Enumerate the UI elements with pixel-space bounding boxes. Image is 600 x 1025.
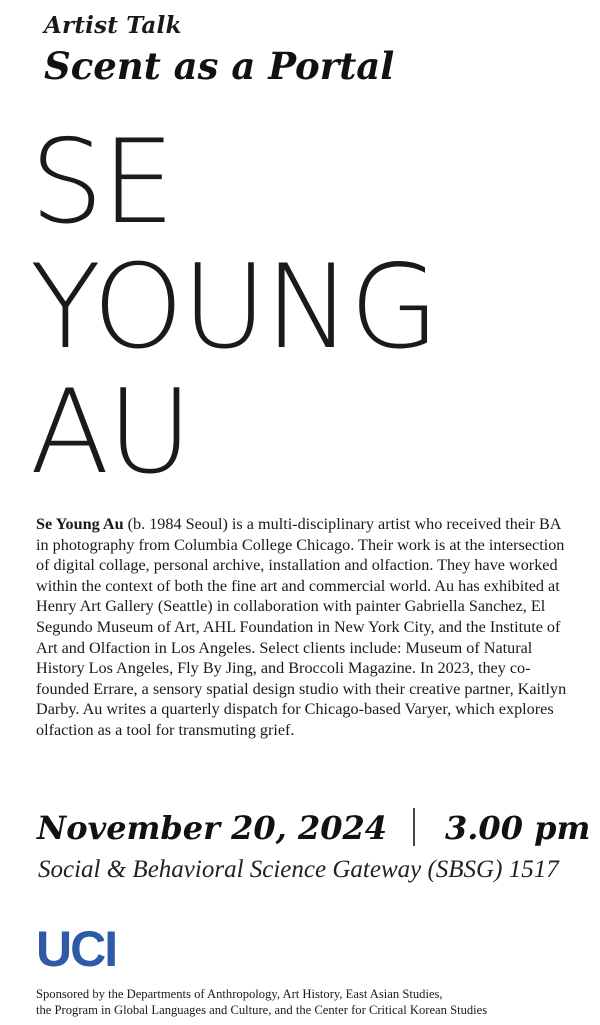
event-time: 3.00 pm: [445, 809, 591, 847]
event-kicker: Artist Talk: [44, 12, 182, 39]
artist-name-line-3: AU: [30, 365, 191, 500]
talk-title: Scent as a Portal: [44, 44, 395, 88]
sponsor-line-2: the Program in Global Languages and Culture, and the Center for Critical Korean Studies: [36, 1003, 488, 1017]
event-date: November 20, 2024: [37, 809, 388, 847]
bio-name: Se Young Au: [36, 515, 124, 533]
artist-name-line-1: SE: [30, 115, 173, 250]
sponsor-note: [36, 986, 576, 1018]
uci-logo-text: UCI: [36, 925, 117, 969]
event-datetime: [37, 808, 591, 847]
artist-bio: [36, 514, 570, 741]
event-venue: Social & Behavioral Science Gateway (SBSG) 1517: [38, 856, 559, 883]
sponsor-line-1: Sponsored by the Departments of Anthropology, Art History, East Asian Studies,: [36, 987, 443, 1001]
date-time-divider: [413, 808, 415, 846]
uci-logo: [36, 925, 132, 974]
artist-name-line-2: YOUNG: [30, 240, 438, 375]
uci-logo-mark: [36, 925, 132, 969]
artist-name: [30, 115, 438, 500]
bio-text: (b. 1984 Seoul) is a multi-disciplinary artist who received their BA in photography from Columbia College Chicago. Their work is at the intersection of digital collage, personal archive, installation and olfaction. They have worked within the context of both the fine art and commercial world. Au has exhibited at Henry Art Gallery (Seattle) in collaboration with painter Gabriella Sanchez, El Segundo Museum of Art, AHL Foundation in New York City, and the Institute of Art and Olfaction in Los Angeles. Select clients include: Museum of Natural History Los Angeles, Fly By Jing, and Broccoli Magazine. In 2023, they co-founded Errare, a sensory spatial design studio with their creative partner, Kaitlyn Darby. Au writes a quarterly dispatch for Chicago-based Varyer, which explores olfaction as a tool for transmuting grief.: [36, 515, 567, 739]
